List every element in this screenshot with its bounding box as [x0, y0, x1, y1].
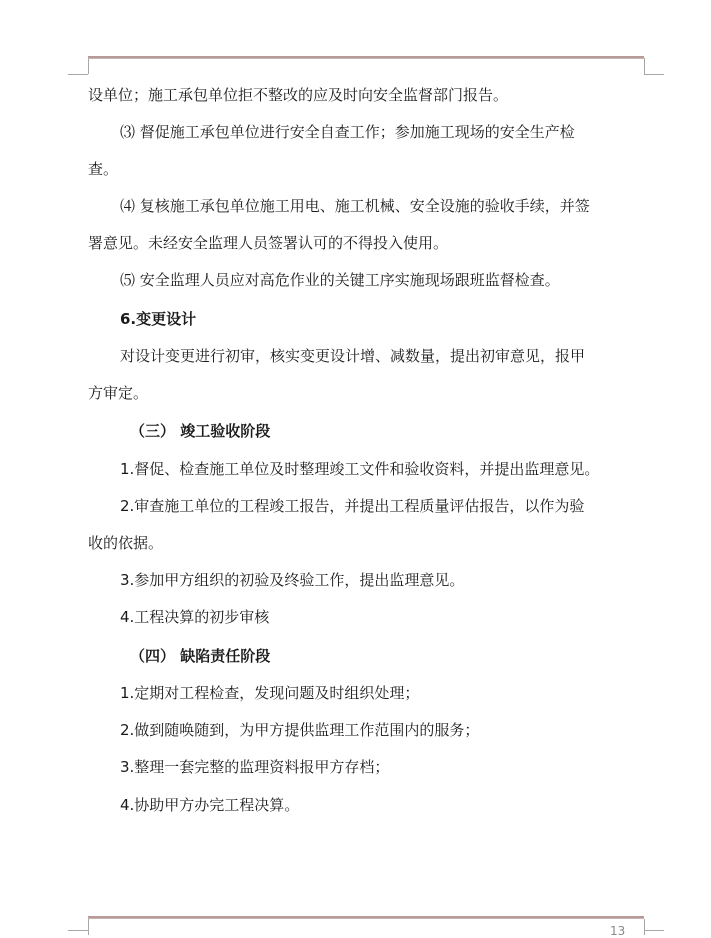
body-line: 2.做到随唤随到，为甲方提供监理工作范围内的服务；: [120, 721, 480, 739]
crop-mark: [68, 930, 88, 931]
section-heading: 6.变更设计: [120, 310, 197, 328]
body-line: 4.协助甲方办完工程决算。: [120, 796, 300, 814]
body-line: ⑸ 安全监理人员应对高危作业的关键工序实施现场跟班监督检查。: [120, 271, 560, 289]
body-line: 1.督促、检查施工单位及时整理竣工文件和验收资料，并提出监理意见。: [120, 460, 600, 478]
body-line: 对设计变更进行初审，核实变更设计增、减数量，提出初审意见，报甲: [120, 347, 586, 365]
body-line: 3.参加甲方组织的初验及终验工作，提出监理意见。: [120, 571, 465, 589]
crop-mark: [644, 58, 645, 74]
footer-rule: [88, 916, 644, 919]
body-line: ⑷ 复核施工承包单位施工用电、施工机械、安全设施的验收手续，并签: [120, 197, 590, 215]
body-line: 1.定期对工程检查，发现问题及时组织处理；: [120, 684, 420, 702]
body-line: 署意见。未经安全监理人员签署认可的不得投入使用。: [88, 234, 449, 252]
body-line: 设单位；施工承包单位拒不整改的应及时向安全监督部门报告。: [88, 86, 509, 104]
crop-mark: [644, 919, 645, 935]
body-line: ⑶ 督促施工承包单位进行安全自查工作；参加施工现场的安全生产检: [120, 123, 575, 141]
body-line: 收的依据。: [88, 534, 164, 552]
crop-mark: [644, 930, 664, 931]
crop-mark: [68, 74, 88, 75]
section-heading: （三） 竣工验收阶段: [130, 422, 271, 440]
body-line: 方审定。: [88, 384, 149, 402]
crop-mark: [88, 919, 89, 935]
section-heading: （四） 缺陷责任阶段: [130, 647, 271, 665]
body-line: 查。: [88, 160, 119, 178]
body-line: 3.整理一套完整的监理资料报甲方存档；: [120, 758, 390, 776]
header-rule: [88, 56, 644, 59]
crop-mark: [88, 58, 89, 74]
page-number: 13: [610, 924, 626, 938]
crop-mark: [644, 74, 664, 75]
body-line: 4.工程决算的初步审核: [120, 608, 270, 626]
body-line: 2.审查施工单位的工程竣工报告，并提出工程质量评估报告，以作为验: [120, 497, 585, 515]
